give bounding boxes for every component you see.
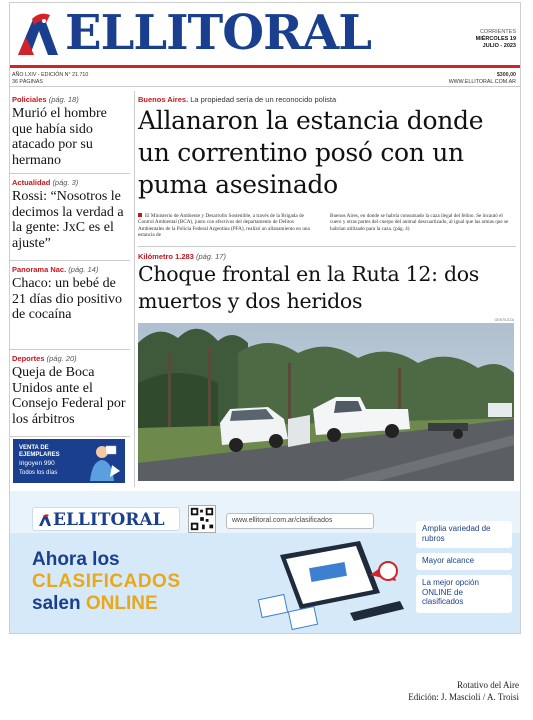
tablet-illustration-icon — [250, 535, 410, 630]
crash-photo[interactable] — [138, 323, 514, 481]
classifieds-ad[interactable] — [10, 491, 521, 634]
ad-logo — [32, 507, 180, 531]
second-kicker — [138, 252, 226, 261]
main-body-col2: Buenos Aires, en donde se habría consumado la caza ilegal del felino. Se incautó el cuero y otras partes del cuerpo del animal descuartizado, al igual que las armas que se habrían utilizado para la caza. (pág. 4) — [330, 213, 509, 232]
brief-item[interactable] — [10, 91, 130, 174]
brief-headline: Queja de Boca Unidos ante el Consejo Federal por los árbitros — [12, 365, 126, 427]
footer-line1: Rotativo del Aire — [457, 680, 519, 690]
date-box — [468, 29, 516, 50]
column-divider — [134, 91, 135, 487]
brief-page: (pág. 14) — [68, 265, 99, 274]
qr-code-icon[interactable] — [188, 505, 216, 533]
edition-number: AÑO LXIV - EDICIÓN N° 21.710 — [12, 72, 89, 78]
venta-days: Todos los días — [19, 470, 58, 476]
month-label: JULIO - 2023 — [482, 43, 516, 49]
section-divider — [138, 246, 516, 247]
main-section: Buenos Aires. — [138, 95, 189, 104]
city-label: CORRIENTES — [479, 29, 516, 35]
newspaper-front-page — [9, 2, 521, 634]
main-kicker-text: La propiedad sería de un reconocido polista — [190, 95, 337, 104]
brief-page: (pág. 20) — [46, 354, 77, 363]
brief-page: (pág. 18) — [48, 95, 79, 104]
rooster-logo-icon — [38, 513, 52, 527]
brief-item[interactable] — [10, 261, 130, 350]
ad-feature: La mejor opción ONLINE de clasificados — [416, 575, 512, 613]
brief-headline: Rossi: “Nosotros le decimos la verdad a la gente: JxC es el ajuste” — [12, 189, 124, 251]
ad-feature: Amplia variedad de rubros — [416, 521, 512, 548]
price: $300,00 — [496, 72, 516, 78]
ad-title — [32, 549, 181, 615]
ad-title-line1: Ahora los — [32, 549, 120, 570]
main-body-col1: El Ministerio de Ambiente y Desarrollo Sostenible, a través de la Brigada de Control Ambiental (BCA), junto con efectivos del departamento de Delitos Ambientales de la Policía Federal Argentina (PFA), realizó un allanamiento en una estancia de — [138, 213, 320, 239]
brief-item[interactable] — [10, 350, 130, 437]
brief-headline: Murió el hombre que había sido atacado por su hermano — [12, 106, 107, 168]
ad-title-line2: CLASIFICADOS — [32, 571, 181, 592]
second-section: Kilómetro 1.283 — [138, 252, 194, 261]
second-headline[interactable]: Choque frontal en la Ruta 12: dos muertos y dos heridos — [138, 262, 480, 313]
main-kicker — [138, 95, 336, 104]
second-page: (pág. 17) — [195, 252, 226, 261]
newspaper-vendor-icon — [82, 441, 122, 481]
masthead-red-bar — [10, 65, 521, 68]
briefs-column — [10, 91, 130, 437]
brief-section: Actualidad — [12, 178, 51, 187]
venta-line1b: EJEMPLARES — [19, 452, 60, 458]
newspaper-logo: ELLITORAL — [65, 5, 371, 61]
footer-credits — [408, 679, 519, 703]
ad-feature: Mayor alcance — [416, 553, 512, 570]
ad-url[interactable]: www.ellitoral.com.ar/clasificados — [226, 513, 374, 529]
website: WWW.ELLITORAL.COM.AR — [448, 79, 516, 85]
rooster-logo-icon — [14, 9, 62, 59]
brief-headline: Chaco: un bebé de 21 días dio positivo de cocaína — [12, 276, 123, 322]
ad-logo-text: ELLITORAL — [53, 510, 165, 530]
page-count: 36 PÁGINAS — [12, 79, 43, 85]
day-label: MIÉRCOLES 19 — [475, 36, 516, 42]
main-headline[interactable]: Allanaron la estancia donde un correntino posó con un puma asesinado — [138, 106, 484, 199]
edition-subline — [10, 71, 521, 87]
masthead — [10, 3, 521, 69]
brief-section: Deportes — [12, 354, 45, 363]
brief-section: Panorama Nac. — [12, 265, 67, 274]
brief-section: Policiales — [12, 95, 47, 104]
brief-item[interactable] — [10, 174, 130, 261]
venta-address: Irigoyen 990 — [19, 460, 55, 467]
ad-title-line3a: salen — [32, 593, 81, 614]
photo-credit: GENTILEZA — [494, 318, 514, 322]
venta-ejemplares-box — [13, 439, 125, 483]
footer-line2: Edición: J. Mascioli / A. Troisi — [408, 692, 519, 702]
ad-title-line3b: ONLINE — [85, 593, 158, 614]
brief-page: (pág. 3) — [52, 178, 79, 187]
venta-line1: VENTA DE — [19, 445, 49, 451]
